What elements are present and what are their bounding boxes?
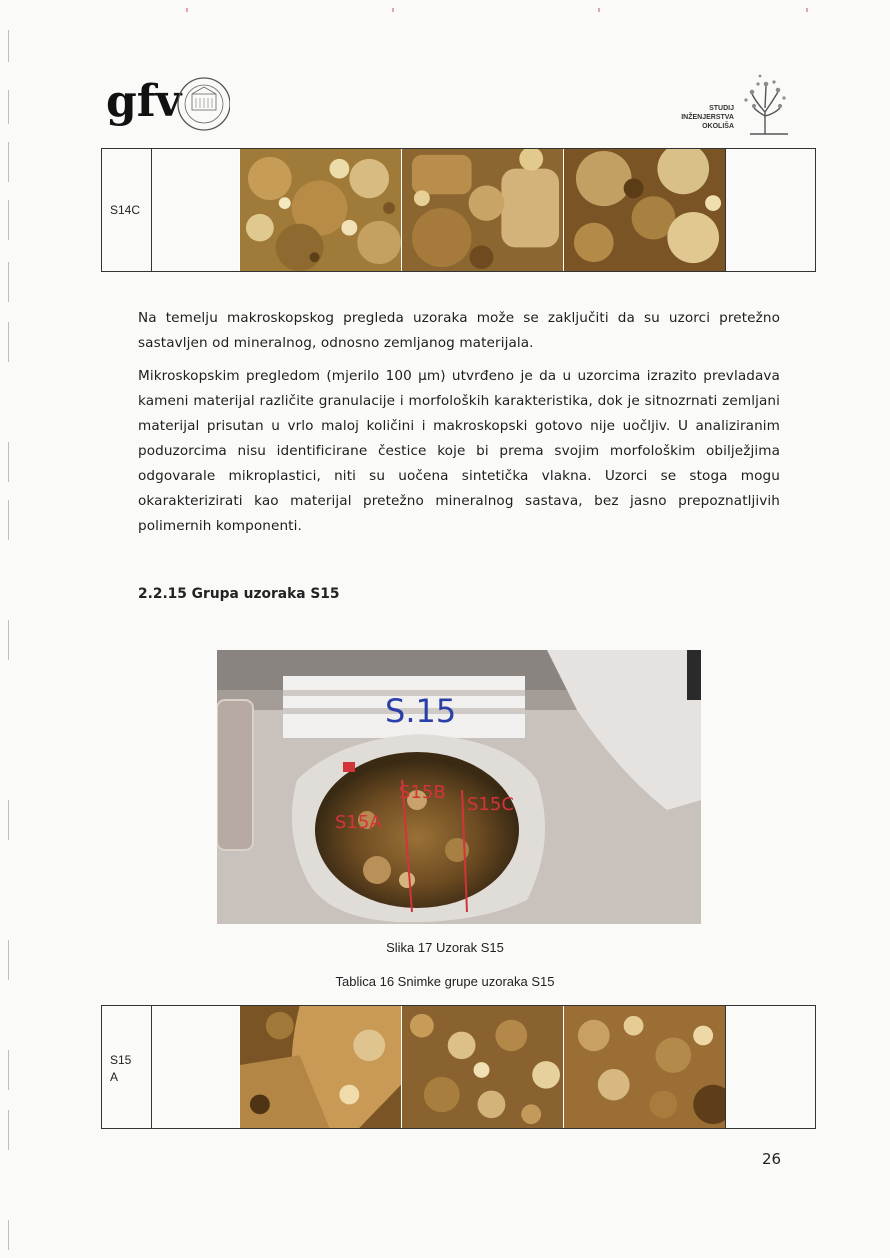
section-heading: 2.2.15 Grupa uzoraka S15 (138, 586, 340, 602)
binder-mark (8, 500, 14, 540)
scan-mark (806, 8, 808, 12)
scan-mark (186, 8, 188, 12)
logo-line: OKOLIŠA (702, 123, 734, 130)
faculty-logo (106, 72, 230, 136)
binder-mark (8, 1050, 14, 1090)
s15b-label: S15B (399, 782, 446, 803)
binder-mark (8, 800, 14, 840)
micrograph-photo (563, 149, 725, 271)
empty-cell (725, 1006, 815, 1128)
sample-label-line: S15 (110, 1053, 132, 1067)
body-paragraph: Mikroskopskim pregledom (mjerilo 100 μm) utvrđeno je da u uzorcima izrazito prevladava kameni materijal različite granulacije i morfoloških karakteristika, dok je sitnozrnati zemljani materijal prisutan u vrlo maloj količini i makroskopski gotovo nije uočljiv. U analiziranim poduzorcima nisu identificirane čestice koje bi prema svojim morfološkim obilježjima odgovarale mikroplastici, niti su uočena sintetička vlakna. Uzorci se stoga mogu okarakterizirati kao materijal pretežno mineralnog sastava, bez jasno prepoznatljivih polimernih komponenti. (138, 368, 780, 534)
logo-line: STUDIJ (709, 105, 734, 112)
micrograph-photo (401, 149, 563, 271)
empty-cell (152, 149, 239, 271)
study-program-logo-text (681, 104, 734, 131)
svg-text:gfv: gfv (106, 76, 182, 127)
micrograph-photo (239, 149, 401, 271)
s15a-label: S15A (335, 812, 382, 833)
figure-caption: Slika 17 Uzorak S15 (386, 940, 504, 955)
binder-mark (8, 200, 14, 240)
binder-mark (8, 1110, 14, 1150)
binder-mark (8, 620, 14, 660)
sample-label-line: A (110, 1070, 119, 1084)
sample-table-s14 (101, 148, 816, 272)
page-number: 26 (762, 1150, 782, 1168)
bag-label: S.15 (385, 692, 457, 730)
sample-label (102, 1006, 152, 1128)
sample-table-s15 (101, 1005, 816, 1129)
empty-cell (725, 149, 815, 271)
logo-line: INŽENJERSTVA (681, 114, 734, 121)
binder-mark (8, 142, 14, 182)
micrograph-photo (401, 1006, 563, 1128)
binder-mark (8, 322, 14, 362)
sample-bag-photo (217, 650, 701, 924)
empty-cell (152, 1006, 239, 1128)
micrograph-photo (239, 1006, 401, 1128)
study-program-logo (660, 72, 790, 136)
binder-mark (8, 90, 14, 124)
binder-mark (8, 262, 14, 302)
binder-mark (8, 30, 14, 62)
table-caption: Tablica 16 Snimke grupe uzoraka S15 (335, 974, 555, 989)
binder-mark (8, 442, 14, 482)
s15c-label: S15C (467, 794, 514, 815)
scan-mark (598, 8, 600, 12)
micrograph-photo (563, 1006, 725, 1128)
scan-mark (392, 8, 394, 12)
sample-label: S14C (102, 149, 152, 271)
binder-mark (8, 1220, 14, 1250)
body-paragraph: Na temelju makroskopskog pregleda uzoraka može se zaključiti da su uzorci pretežno sastavljen od mineralnog, odnosno zemljanog materijala. (138, 310, 780, 351)
